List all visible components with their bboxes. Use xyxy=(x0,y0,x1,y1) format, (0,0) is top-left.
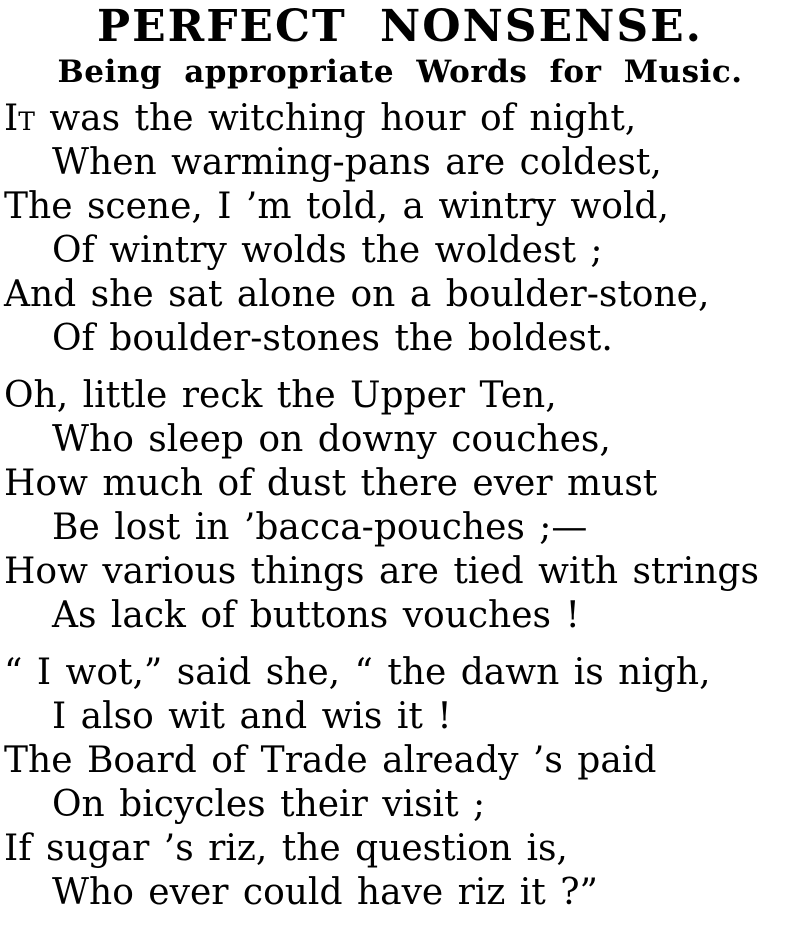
poem-line: Who sleep on downy couches, xyxy=(52,419,611,461)
stanza xyxy=(4,374,798,638)
poem-line: “ I wot,” said she, “ the dawn is nigh, xyxy=(4,652,711,694)
poem-line: If sugar ’s riz, the question is, xyxy=(4,828,568,870)
stanza xyxy=(4,651,798,915)
poem-line: And she sat alone on a boulder-stone, xyxy=(4,274,710,316)
poem-line: As lack of buttons vouches ! xyxy=(52,595,580,637)
poem-line: Of boulder-stones the boldest. xyxy=(52,318,613,360)
poem-line: It was the witching hour of night, xyxy=(4,98,637,140)
poem-subtitle: Being appropriate Words for Music. xyxy=(57,54,743,91)
poem-line: The scene, I ’m told, a wintry wold, xyxy=(4,186,669,228)
poem-page xyxy=(0,2,800,925)
poem-line: The Board of Trade already ’s paid xyxy=(4,740,657,782)
poem-line: How much of dust there ever must xyxy=(4,463,658,505)
poem-body xyxy=(0,97,800,915)
poem-title: PERFECT NONSENSE. xyxy=(97,1,703,52)
poem-line: Oh, little reck the Upper Ten, xyxy=(4,375,557,417)
stanza xyxy=(4,97,798,361)
poem-line: On bicycles their visit ; xyxy=(52,784,486,826)
poem-line: Be lost in ’bacca-pouches ;— xyxy=(52,507,588,549)
poem-line: Who ever could have riz it ?” xyxy=(52,872,598,914)
poem-line-lead-word: It xyxy=(4,98,35,140)
poem-line: How various things are tied with strings xyxy=(4,551,759,593)
poem-line: When warming-pans are coldest, xyxy=(52,142,662,184)
poem-line: Of wintry wolds the woldest ; xyxy=(52,230,603,272)
poem-line: I also wit and wis it ! xyxy=(52,696,452,738)
